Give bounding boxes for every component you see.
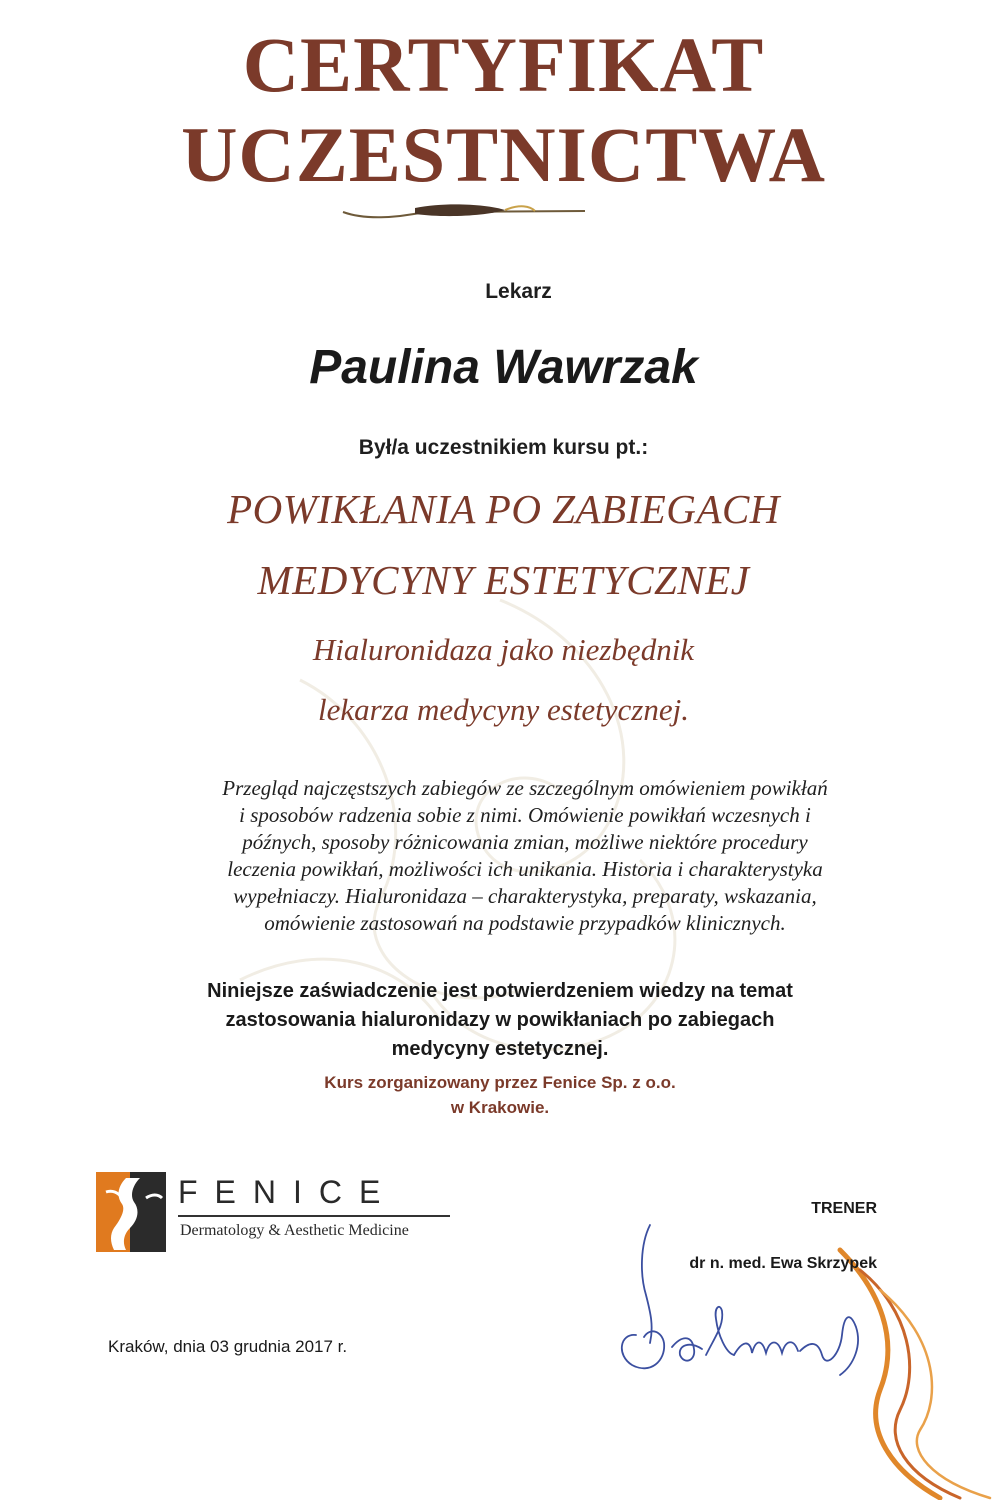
trainer-label: TRENER — [811, 1200, 877, 1217]
organizer-note — [200, 1070, 800, 1120]
certification-statement — [140, 977, 860, 1064]
course-subtitle-line1: Hialuronidaza jako niezbędnik — [312, 632, 695, 667]
statement-line: zastosowania hialuronidazy w powikłaniach po zabiegach — [225, 1009, 775, 1031]
course-intro: Był/a uczestnikiem kursu pt.: — [358, 436, 649, 459]
course-subtitle-line2: lekarza medycyny estetycznej. — [318, 692, 689, 727]
participant-name: Paulina Wawrzak — [309, 341, 698, 394]
description-line: i sposobów radzenia sobie z nimi. Omówienie powikłań wczesnych i — [239, 803, 811, 827]
description-line: późnych, sposoby różnicowania zmian, możliwe niektóre procedury — [242, 830, 808, 854]
course-title-line2: MEDYCYNY ESTETYCZNEJ — [257, 557, 750, 603]
fenice-wordmark: FENICE — [178, 1174, 398, 1210]
trainer-name: dr n. med. Ewa Skrzypek — [689, 1255, 877, 1272]
organizer-line: w Krakowie. — [450, 1098, 550, 1117]
certificate-title-line2: UCZESTNICTWA — [181, 111, 826, 198]
organizer-line: Kurs zorganizowany przez Fenice Sp. z o.o. — [324, 1073, 676, 1092]
description-line: omówienie zastosowań na podstawie przypadków klinicznych. — [264, 911, 786, 935]
statement-line: medycyny estetycznej. — [391, 1038, 609, 1060]
ornament-flourish-icon — [335, 198, 595, 228]
description-line: wypełniaczy. Hialuronidaza – charakterystyka, preparaty, wskazania, — [233, 884, 817, 908]
course-title-line1: POWIKŁANIA PO ZABIEGACH — [227, 486, 780, 532]
participant-role: Lekarz — [485, 280, 552, 303]
fenice-logo — [96, 1172, 456, 1252]
certificate-title-line1: CERTYFIKAT — [242, 21, 765, 108]
logo-divider — [178, 1215, 450, 1217]
description-line: Przegląd najczęstszych zabiegów ze szczególnym omówieniem powikłań — [222, 776, 828, 800]
course-description — [165, 775, 885, 937]
description-line: leczenia powikłań, możliwości ich unikania. Historia i charakterystyka — [227, 857, 823, 881]
fenice-logo-mark-icon — [96, 1172, 166, 1252]
decorative-swoosh-icon — [820, 1240, 1007, 1500]
fenice-tagline: Dermatology & Aesthetic Medicine — [180, 1222, 409, 1239]
statement-line: Niniejsze zaświadczenie jest potwierdzeniem wiedzy na temat — [207, 980, 793, 1002]
issue-date: Kraków, dnia 03 grudnia 2017 r. — [108, 1337, 348, 1356]
